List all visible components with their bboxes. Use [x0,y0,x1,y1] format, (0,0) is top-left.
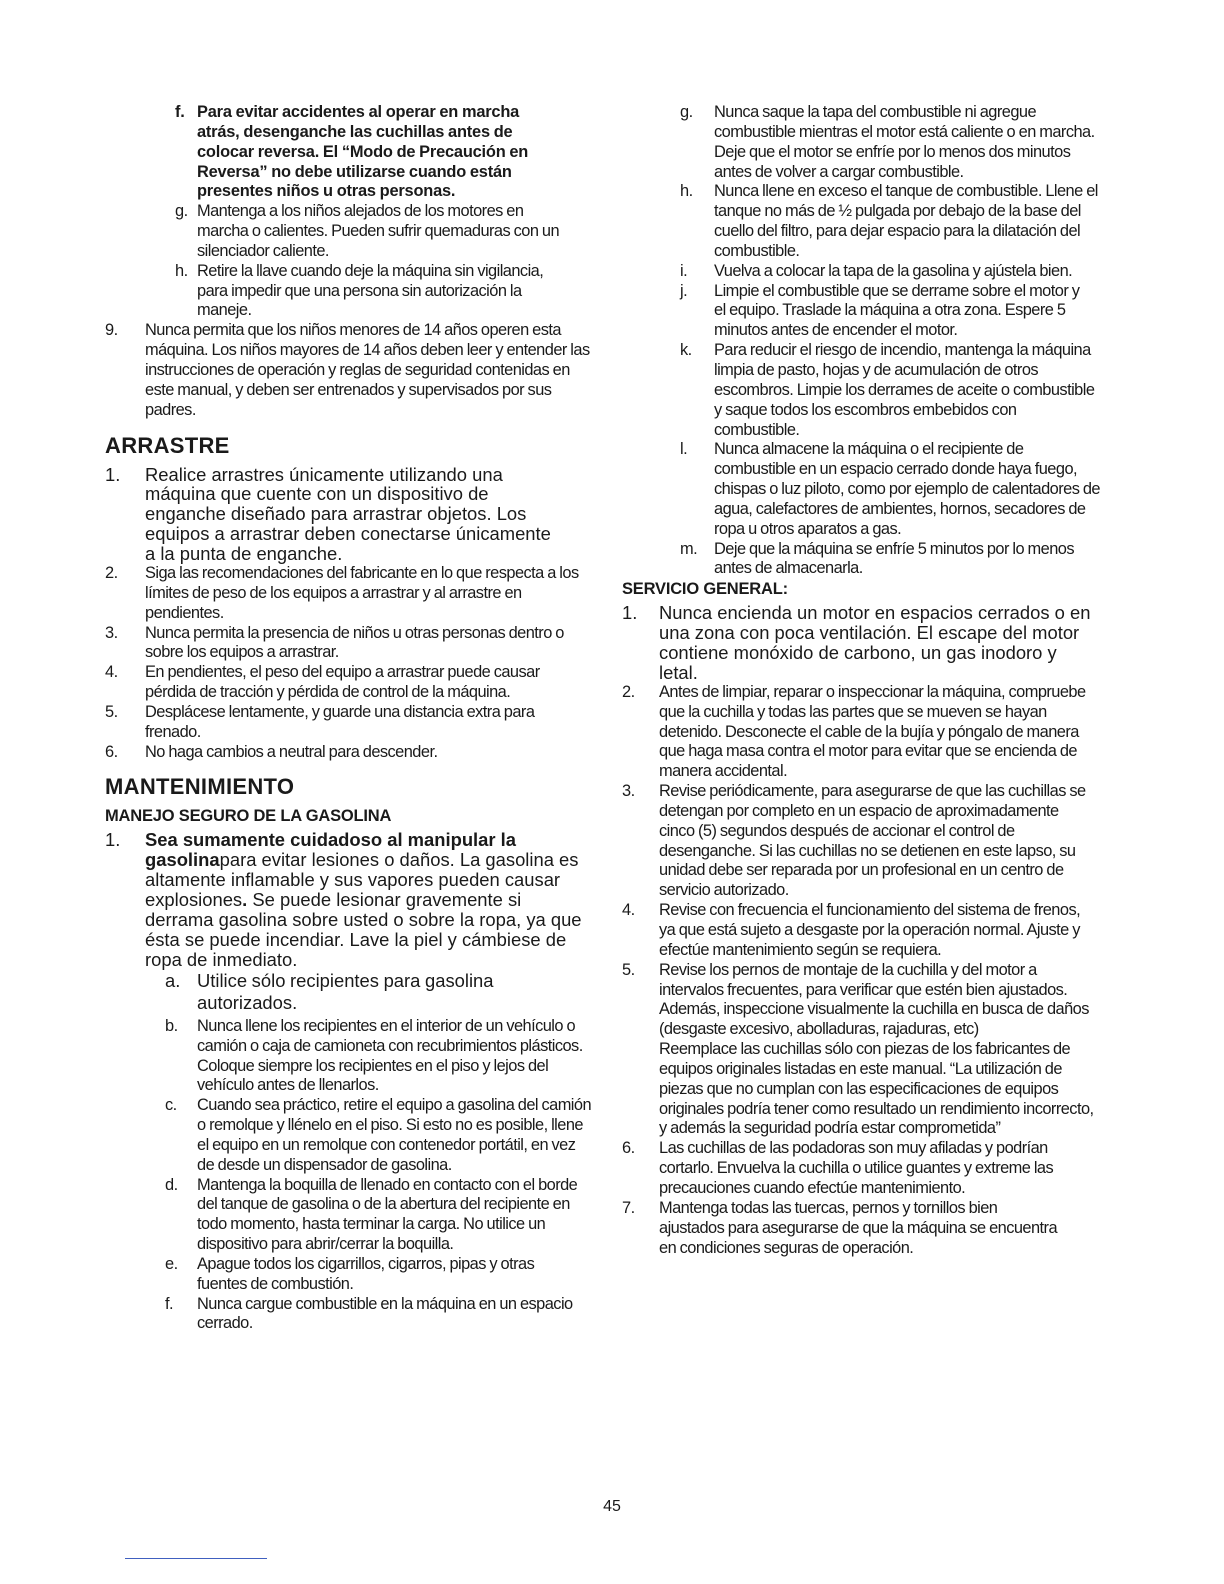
list-item [622,961,1104,1140]
item-text: Las cuchillas de las podadoras son muy afiladas y podrían cortarlo. Envuelva la cuchilla o utilice guantes y extreme las precauciones cuando efectúe mantenimiento. [659,1139,1054,1197]
item-bold-period: . [242,889,248,911]
item-text: para evitar lesiones o daños. La gasolina es altamente inflamable y sus vapores pueden causar explosiones [145,849,579,911]
section-heading-mantenimiento: MANTENIMIENTO [105,774,295,800]
item-label: g. [680,103,693,121]
list-item [105,321,590,420]
item-text: Vuelva a colocar la tapa de la gasolina y ajústela bien. [714,261,1073,280]
item-text: Nunca cargue combustible en la máquina en un espacio cerrado. [197,1294,573,1333]
item-text: Desplácese lentamente, y guarde una distancia extra para frenado. [145,702,535,741]
list-item [622,782,1094,901]
list-item [622,540,1084,580]
item-label: 9. [105,321,118,340]
item-text: Nunca permita la presencia de niños u otras personas dentro o sobre los equipos a arrastrar. [145,623,564,662]
item-text: No haga cambios a neutral para descender. [145,742,438,761]
item-text: Reemplace las cuchillas sólo con piezas de los fabricantes de equipos originales listadas en este manual. “La utilización de piezas que no cumplan con las especificaciones de equipos originales podría tener como resultado un rendimiento incorrecto, y además la seguridad podría estar comprometida” [659,1040,1094,1138]
item-text: Revise con frecuencia el funcionamiento del sistema de frenos, ya que está sujeto a desgaste por la operación normal. Ajuste y efectúe mantenimiento según se requiera. [659,901,1081,959]
item-text: En pendientes, el peso del equipo a arrastrar puede causar pérdida de tracción y pérdida de control de la máquina. [145,663,540,702]
item-text: Mantenga la boquilla de llenado en contacto con el borde del tanque de gasolina o de la abertura del recipiente en todo momento, hasta terminar la carga. No utilice un dispositivo para abrir/cerrar la boquilla. [197,1175,578,1254]
list-item [622,683,1104,782]
item-text: Realice arrastres únicamente utilizando una máquina que cuente con un dispositivo de enganche diseñado para arrastrar objetos. Los equipos a arrastrar deben conectarse únicamente a la punta de enganche. [145,463,551,565]
subheading-servicio-general: SERVICIO GENERAL: [622,580,788,599]
page-number: 45 [603,1498,621,1515]
list-item [105,1176,592,1255]
list-item [105,624,575,664]
item-text: Antes de limpiar, reparar o inspeccionar la máquina, compruebe que la cuchilla y todas las partes que se mueven se hayan detenido. Desconecte el cable de la bujía y póngalo de manera que haga masa contra el motor para evitar que se encienda de manera accidental. [659,682,1086,781]
list-item [622,341,1099,440]
item-label: j. [680,281,688,300]
item-label: h. [680,182,693,201]
item-label: f. [165,1294,174,1313]
item-text: Para evitar accidentes al operar en marcha atrás, desenganche las cuchillas antes de colocar reversa. El “Modo de Precaución en Reversa” no debe utilizarse cuando están presentes niños u otras personas. [197,103,529,201]
item-label: h. [175,261,188,280]
list-item [105,1255,567,1295]
item-text: Limpie el combustible que se derrame sobre el motor y el equipo. Traslade la máquina a otra zona. Espere 5 minutos antes de encender el motor. [714,281,1080,340]
list-item [105,1096,592,1175]
item-label: c. [165,1096,177,1115]
item-text: Revise los pernos de montaje de la cuchilla y del motor a intervalos frecuentes, para verificar que estén bien ajustados. Además, inspeccione visualmente la cuchilla en busca de daños (desgaste excesivo, abolladuras, rajaduras, etc) [659,960,1089,1039]
list-item [622,440,1106,539]
item-label: 2. [622,682,635,701]
item-label: a. [165,969,181,991]
item-label: 5. [105,702,118,721]
item-label: 1. [105,463,121,485]
list-item [622,603,1099,683]
item-label: d. [165,1175,178,1194]
item-text: Revise periódicamente, para asegurarse de que las cuchillas se detengan por completo en un espacio de aproximadamente cinco (5) segundos después de accionar el control de desenganche. Si las cuchillas no se detienen en este lapso, su unidad debe ser reparada por un profesional en un centro de servicio autorizado. [659,782,1086,900]
list-item [105,465,565,565]
list-item [105,970,497,1014]
item-label: m. [680,539,698,558]
list-item [105,830,590,969]
item-text: Siga las recomendaciones del fabricante en lo que respecta a los límites de peso de los equipos a arrastrar y al arrastre en pendientes. [145,564,579,622]
item-label: 6. [105,742,118,761]
item-label: b. [165,1016,178,1035]
list-item [622,103,1099,182]
list-item [105,262,557,322]
list-item [622,262,1099,282]
item-label: 7. [622,1198,635,1217]
right-column [622,103,1107,1258]
item-text: Deje que la máquina se enfríe 5 minutos por lo menos antes de almacenarla. [714,539,1075,578]
item-label: f. [175,103,185,121]
item-text: Retire la llave cuando deje la máquina sin vigilancia, para impedir que una persona sin autorización la maneje. [197,261,544,320]
item-text: Para reducir el riesgo de incendio, mantenga la máquina limpia de pasto, hojas y de acumulación de otros escombros. Limpie los derrames de aceite o combustible y saque todos los escombros embebidos con combustible. [714,341,1095,439]
item-text: Nunca encienda un motor en espacios cerrados o en una zona con poca ventilación. El escape del motor contiene monóxido de carbono, un gas inodoro y letal. [659,602,1091,683]
item-bold-text: Sea sumamente cuidadoso al manipular la gasolina [145,829,517,871]
list-item [622,1199,1059,1259]
item-label: i. [680,261,688,280]
left-column [105,103,590,1334]
item-label: 4. [622,901,635,920]
item-label: 6. [622,1139,635,1158]
section-heading-arrastre: ARRASTRE [105,432,230,458]
list-item [105,1017,592,1096]
item-text: Apague todos los cigarrillos, cigarros, pipas y otras fuentes de combustión. [197,1254,535,1293]
item-label: 4. [105,663,118,682]
list-item [622,282,1084,342]
item-text: Mantenga todas las tuercas, pernos y tornillos bien ajustados para asegurarse de que la máquina se encuentra en condiciones seguras de operación. [659,1198,1058,1257]
item-text: Nunca saque la tapa del combustible ni agregue combustible mientras el motor está caliente o en marcha. Deje que el motor se enfríe por lo menos dos minutos antes de volver a cargar combustible. [714,103,1095,181]
item-text: Utilice sólo recipientes para gasolina autorizados. [197,969,494,1013]
list-item [105,202,577,262]
item-text: Se puede lesionar gravemente si derrama gasolina sobre usted o sobre la ropa, ya que ésta se puede incendiar. Lave la piel y cámbiese de ropa de inmediato. [145,889,582,970]
subheading-manejo-gasolina: MANEJO SEGURO DE LA GASOLINA [105,807,392,826]
item-label: k. [680,341,692,360]
item-label: e. [165,1254,178,1273]
item-text: Nunca almacene la máquina o el recipiente de combustible en un espacio cerrado donde haya fuego, chispas o luz piloto, como por ejemplo de calentadores de agua, calefactores de ambientes, hornos, secadores de ropa u otros aparatos a gas. [714,440,1101,538]
item-text: Nunca llene en exceso el tanque de combustible. Llene el tanque no más de ½ pulgada por debajo de la base del cuello del filtro, para dejar espacio para la dilatación del combustible. [714,182,1098,260]
list-item [105,564,590,624]
list-item [105,103,562,202]
item-label: 1. [105,829,121,851]
footer-rule [125,1558,267,1559]
list-item [622,901,1099,961]
item-label: 5. [622,960,635,979]
item-text: Nunca permita que los niños menores de 14 años operen esta máquina. Los niños mayores de 14 años deben leer y entender las instrucciones de operación y reglas de seguridad contenidas en este manual, y deben ser entrenados y supervisados por sus padres. [145,321,590,419]
item-label: l. [680,440,688,459]
list-item [622,182,1104,261]
item-text: Mantenga a los niños alejados de los motores en marcha o calientes. Pueden sufrir quemaduras con un silenciador caliente. [197,202,560,260]
item-label: g. [175,202,188,221]
list-item [622,1139,1099,1199]
list-item [105,1295,577,1335]
item-label: 1. [622,602,638,624]
item-label: 3. [622,782,635,801]
item-text: Nunca llene los recipientes en el interior de un vehículo o camión o caja de camioneta con recubrimientos plásticos. Coloque siempre los recipientes en el piso y lejos del vehículo antes de llenarlos. [197,1016,583,1095]
item-label: 3. [105,623,118,642]
item-label: 2. [105,564,118,583]
item-text: Cuando sea práctico, retire el equipo a gasolina del camión o remolque y llénelo en el piso. Si esto no es posible, llene el equipo en un remolque con contenedor portátil, en vez de desde un dispensador de gasolina. [197,1096,592,1174]
list-item [105,703,565,743]
list-item [105,663,565,703]
list-item [105,743,575,763]
